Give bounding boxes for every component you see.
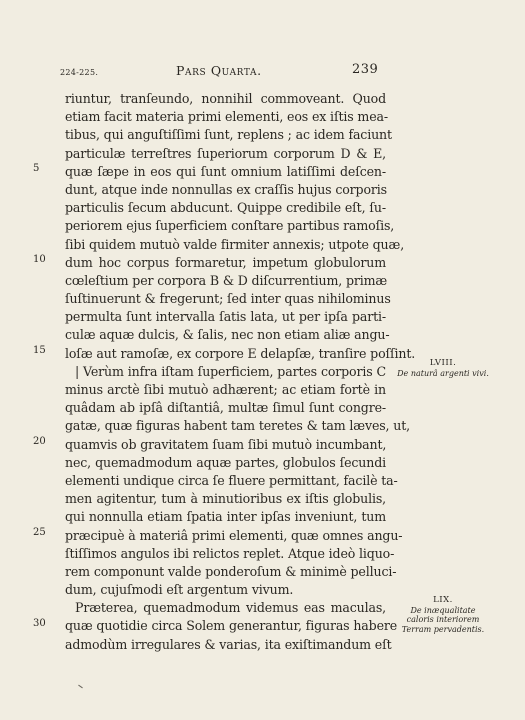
- text-line: qui nonnulla etiam ſpatia inter ipſas inveniunt, tum: [65, 509, 386, 525]
- line-number: 15: [33, 345, 46, 356]
- main-text: [65, 90, 416, 654]
- margin-note-number: LVIII.: [429, 358, 457, 368]
- text-line: men agitentur, tum à minutioribus ex iſtis globulis,: [65, 491, 386, 507]
- line-number: 30: [33, 618, 46, 629]
- text-line: quæ quotidie circa Solem generantur, figuras habere: [65, 618, 398, 634]
- text-line: gatæ, quæ figuras habent tam teretes & tam læves, ut,: [65, 418, 410, 434]
- running-head: Pars Quarta.: [176, 63, 262, 78]
- text-line: elementi undique circa ſe fluere permittant, facilè ta-: [65, 472, 398, 488]
- margin-note-number: LIX.: [433, 595, 453, 605]
- text-line: cœleſtium per corpora B & D diſcurrentium, primæ: [65, 272, 388, 288]
- text-line: loſæ aut ramoſæ, ex corpore E delapſæ, tranſire poſſint.: [65, 345, 416, 361]
- text-line: dum, cujuſmodi eſt argentum vivum.: [65, 582, 294, 598]
- folio-number: 239: [352, 62, 379, 77]
- margin-note-text: De naturâ argenti vivi.: [397, 368, 489, 378]
- text-line: Præterea, quemadmodum videmus eas maculas,: [75, 600, 386, 616]
- text-line: quamvis ob gravitatem ſuam ſibi mutuò incumbant,: [65, 436, 387, 452]
- text-line: ſibi quidem mutuò valde firmiter annexis; utpote quæ,: [65, 236, 405, 252]
- text-line: quâdam ab ipſâ diſtantiâ, multæ ſimul ſunt congre-: [65, 400, 386, 416]
- text-line: particulæ terreſtres ſuperiorum corporum D & E,: [65, 145, 386, 161]
- line-number: 20: [33, 436, 46, 447]
- text-line: minus arctè ſibi mutuò adhærent; ac etiam fortè in: [65, 382, 386, 397]
- text-line: riuntur, tranſeundo, nonnihil commoveant. Quod: [65, 91, 386, 106]
- text-line: admodùm irregulares & varias, ita exiſtimandum eſt: [65, 636, 392, 652]
- margin-note: [397, 596, 489, 634]
- text-line: periorem ejus ſuperficiem conſtare partibus ramoſis,: [65, 218, 395, 234]
- text-line: præcipuè à materiâ primi elementi, quæ omnes angu-: [65, 527, 403, 543]
- text-line: etiam facit materia primi elementi, eos ex iſtis mea-: [65, 109, 388, 125]
- margin-note-text: De inæqualitate caloris interiorem Terram pervadentis.: [401, 605, 485, 634]
- text-line: | Verùm infra iſtam ſuperficiem, partes corporis C: [75, 363, 386, 379]
- text-line: culæ aquæ dulcis, & ſalis, nec non etiam aliæ angu-: [65, 327, 390, 343]
- text-line: permulta ſunt intervalla ſatis lata, ut per ipſa parti-: [65, 309, 386, 325]
- text-line: nec, quemadmodum aquæ partes, globulos ſecundi: [65, 454, 386, 470]
- text-line: ſuſtinuerunt & fregerunt; ſed inter quas nihilominus: [65, 291, 391, 307]
- text-line: tibus, qui anguſtiſſimi ſunt, replens ; ac idem faciunt: [65, 127, 392, 143]
- margin-note: [397, 359, 489, 378]
- text-line: quæ ſæpe in eos qui ſunt omnium latiſſimi deſcen-: [65, 163, 386, 179]
- line-number: 10: [33, 254, 46, 265]
- ink-speck: [78, 685, 83, 689]
- line-number: 5: [33, 163, 40, 174]
- page-header: [0, 62, 525, 82]
- text-line: rem componunt valde ponderoſum & minimè pelluci-: [65, 563, 397, 579]
- page-range: 224-225.: [60, 68, 99, 77]
- text-line: dum hoc corpus formaretur, impetum globulorum: [65, 254, 386, 270]
- text-line: particulis ſecum abducunt. Quippe credibile eſt, ſu-: [65, 200, 386, 216]
- line-number: 25: [33, 527, 46, 538]
- text-line: dunt, atque inde nonnullas ex craſſis hujus corporis: [65, 181, 387, 197]
- text-line: ſtiſſimos angulos ibi relictos replet. Atque ideò liquo-: [65, 545, 395, 561]
